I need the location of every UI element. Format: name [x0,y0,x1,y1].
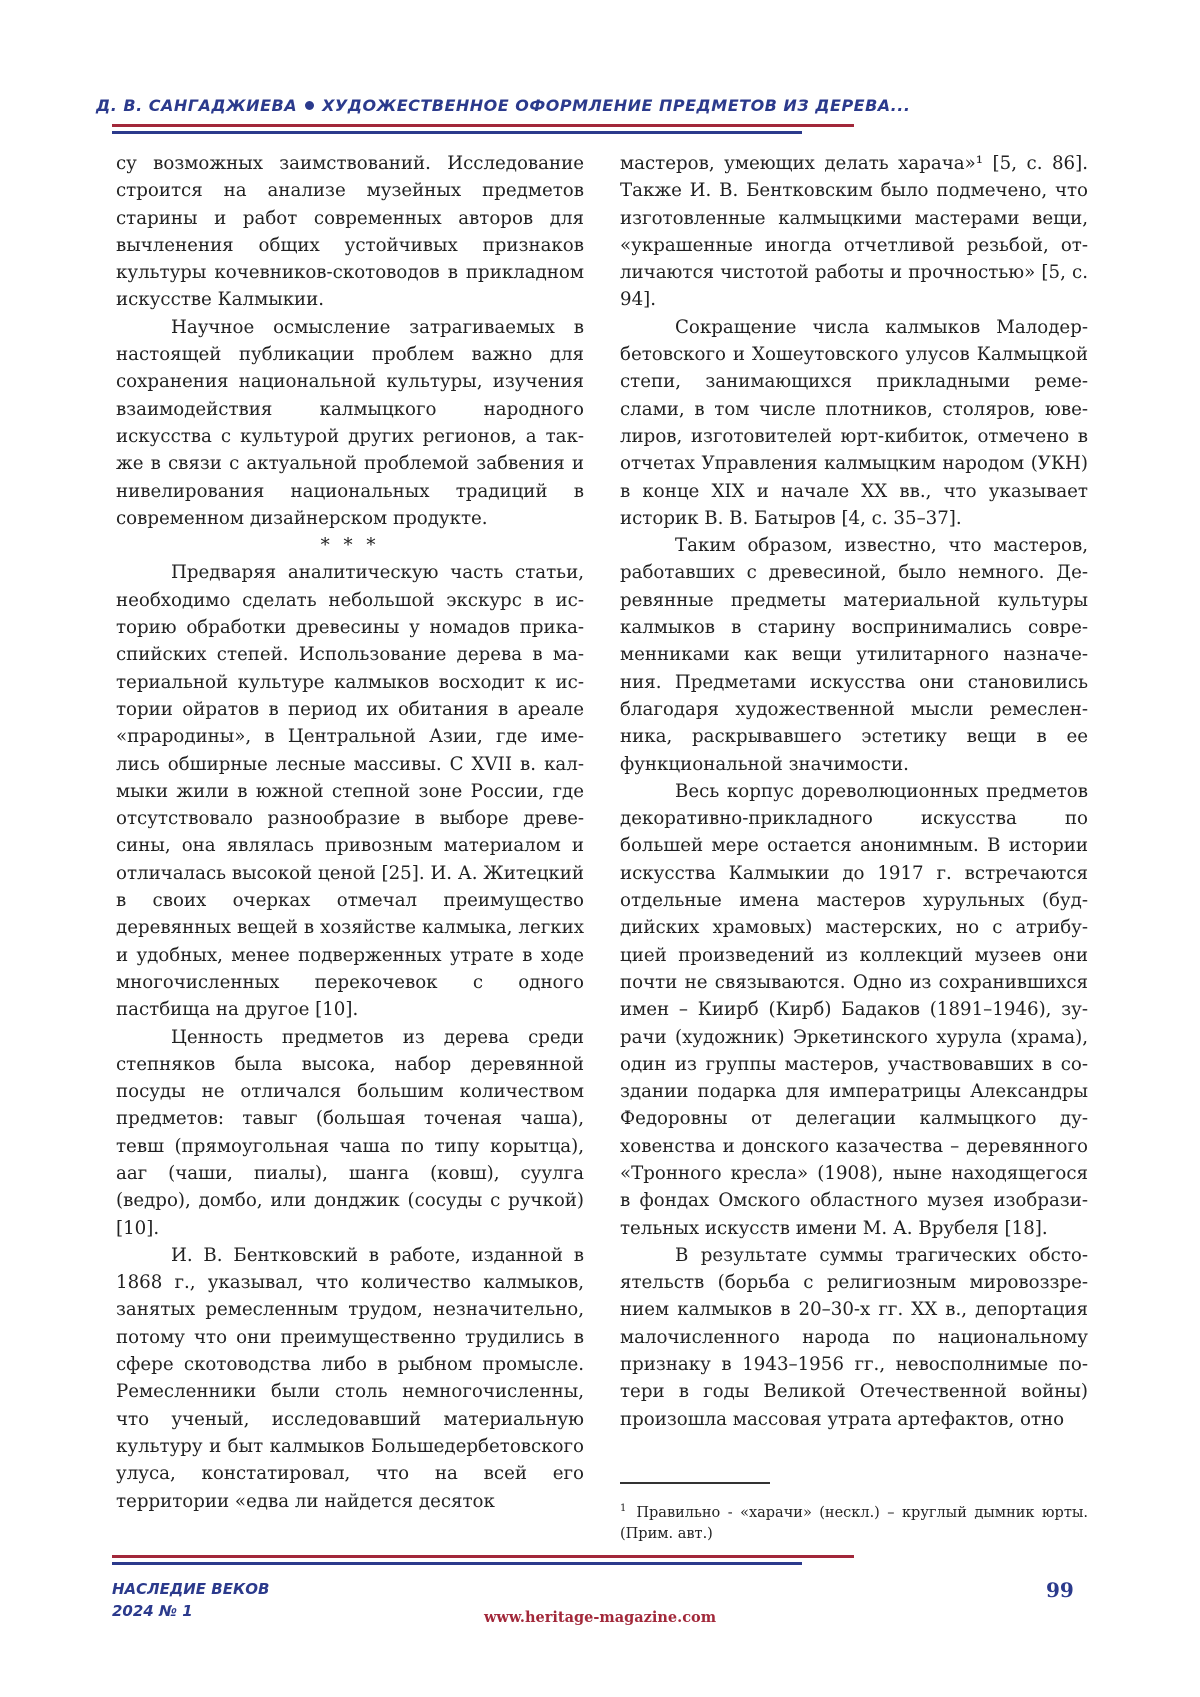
bullet-dot-icon [305,101,314,110]
footnote-mark: 1 [620,1503,627,1514]
page-number: 99 [1046,1578,1074,1602]
paragraph: мастеров, умеющих делать харача»¹ [5, с. 86]. Также И. В. Бентковским было подмечено, что изготовленные калмыцкими мастерами вещи, «украшенные иногда отчетливой резьбой, отличаются чистотой работы и прочностью» [5, с. 94]. [620,153,1088,311]
header-rule-blue [112,131,802,134]
left-column [116,150,584,1515]
paragraph: Весь корпус дореволюционных предметов декоративно-прикладного искусства по большей мере остается анонимным. В истории искусства Калмыкии до 1917 г. встречаются отдельные имена мастеров хурульных (буддийских храмовых) мастерских, но с атрибуцией произведений из коллекций музеев они почти не связываются. Одно из сохранившихся имен – Киирб (Кирб) Бадаков (1891–1946), зурачи (художник) Эркетинского хурула (храма), один из группы мастеров, участвовавших в создании подарка для императрицы Александры Федоровны от делегации калмыцкого духовенства и донского казачества – деревянного «Тронного кресла» (1908), ныне находящегося в фондах Омского областного музея изобразительных искусств имени М. А. Врубеля [18]. [620,780,1088,1239]
paragraph: Предваряя аналитическую часть статьи, необходимо сделать небольшой экскурс в историю обработки древесины у номадов прикаспийских степей. Использование дерева в материальной культуре калмыков восходит к истории ойратов в период их обитания в ареале «прародины», в Центральной Азии, где имелись обширные лесные массивы. С XVII в. калмыки жили в южной степной зоне России, где отсутствовало разнообразие в выборе древесины, она являлась привозным материалом и отличалась высокой ценой [25]. И. А. Житецкий в своих очерках отмечал преимущество деревянных вещей в хозяйстве калмыка, легких и удобных, менее подверженных утрате в ходе многочисленных перекочевок с одного пастбища на другое [10]. [116,562,584,1021]
header-author: Д. В. САНГАДЖИЕВА [96,96,298,115]
footnote [620,1498,1088,1545]
footer-rule-blue [112,1562,802,1565]
header-title: ХУДОЖЕСТВЕННОЕ ОФОРМЛЕНИЕ ПРЕДМЕТОВ ИЗ ДЕРЕВА... [322,96,911,115]
header-rule-red [112,124,854,127]
footer-rule-red [112,1555,854,1558]
right-column [620,150,1088,1433]
section-separator: * * * [320,535,380,557]
journal-name: НАСЛЕДИЕ ВЕКОВ [112,1580,270,1598]
footnote-text: Правильно - «харачи» (нескл.) – круглый дымник юрты. (Прим. авт.) [620,1504,1088,1542]
paragraph: су возможных заимствований. Исследование строится на анализе музейных предметов старины и работ современных авторов для вычленения общих устойчивых признаков культуры кочевников-скотоводов в прикладном искусстве Калмыкии. [116,153,584,311]
footnote-rule [620,1482,770,1484]
paragraph: Ценность предметов из дерева среди степняков была высока, набор деревянной посуды не отличался большим количеством предметов: тавыг (большая точеная чаша), тевш (прямоугольная чаша по типу корытца), ааг (чаши, пиалы), шанга (ковш), суулга (ведро), домбо, или донджик (сосуды с ручкой) [10]. [116,1026,584,1239]
paragraph: Сокращение числа калмыков Малодербетовского и Хошеутовского улусов Калмыцкой степи, занимающихся прикладными ремеслами, в том числе плотников, столяров, ювелиров, изготовителей юрт-кибиток, отмечено в отчетах Управления калмыцким народом (УКН) в конце XIX и начале XX вв., что указывает историк В. В. Батыров [4, с. 35–37]. [620,316,1088,529]
paragraph: Научное осмысление затрагиваемых в настоящей публикации проблем важно для сохранения национальной культуры, изучения взаимодействия калмыцкого народного искусства с культурой других регионов, а также в связи с актуальной проблемой забвения и нивелирования национальных традиций в современном дизайнерском продукте. [116,316,584,529]
paragraph: Таким образом, известно, что мастеров, работавших с древесиной, было немного. Деревянные предметы материальной культуры калмыков в старину воспринимались современниками как вещи утилитарного назначения. Предметами искусства они становились благодаря художественной мысли ремесленника, раскрывавшего эстетику вещи в ее функциональной значимости. [620,535,1088,775]
running-head [96,96,911,115]
journal-issue: 2024 № 1 [112,1602,193,1620]
website-link[interactable]: www.heritage-magazine.com [483,1609,717,1626]
paragraph: И. В. Бентковский в работе, изданной в 1868 г., указывал, что количество калмыков, занятых ремесленным трудом, незначительно, потому что они преимущественно трудились в сфере скотоводства либо в рыбном промысле. Ремесленники были столь немногочисленны, что ученый, исследовавший материальную культуру и быт калмыков Большедербетовского улуса, констатировал, что на всей его территории «едва ли найдется десяток [116,1244,584,1512]
paragraph: В результате суммы трагических обстоятельств (борьба с религиозным мировоззрением калмыков в 20–30-х гг. XX в., депортация малочисленного народа по национальному признаку в 1943–1956 гг., невосполнимые потери в годы Великой Отечественной войны) произошла массовая утрата артефактов, отно [620,1244,1088,1430]
